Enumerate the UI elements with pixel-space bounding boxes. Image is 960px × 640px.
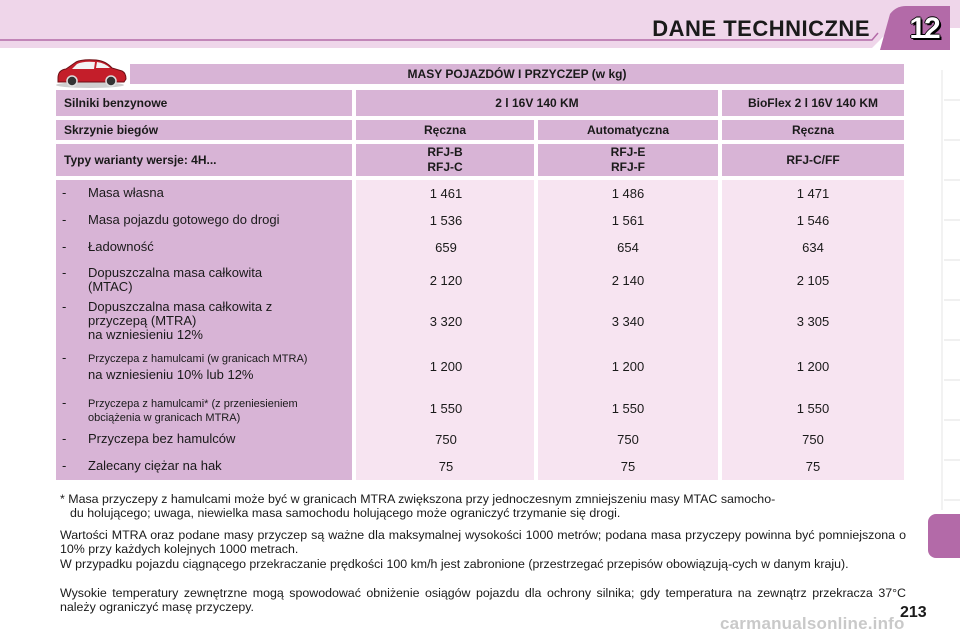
table-cell: 1 550 — [796, 401, 830, 416]
row-label-line: na wzniesieniu 12% — [88, 327, 203, 342]
table-cell: 1 550 — [611, 401, 645, 416]
table-cell: 75 — [438, 459, 454, 474]
variant-col3-text: RFJ-C/FF — [786, 153, 840, 167]
table-cell: 1 536 — [429, 213, 463, 228]
variant-col1-line2: RFJ-C — [427, 160, 463, 174]
chapter-number: 12 — [909, 12, 939, 45]
footnote — [60, 492, 906, 520]
paragraph-mtra-altitude: Wartości MTRA oraz podane masy przyczep są ważne dla maksymalnej wysokości 1000 metrów; podana masa przyczepy powinna być pomniejszona o 10% przy każdych kolejnych 1000 metrach. — [60, 528, 906, 556]
footnote-line1: * Masa przyczepy z hamulcami może być w granicach MTRA zwiększona przy jednoczesnym zmniejszeniu masy MTAC samocho- — [60, 492, 776, 506]
table-cell: 654 — [617, 240, 639, 255]
table-cell: 1 546 — [796, 213, 830, 228]
side-tab-guides — [928, 70, 960, 510]
page-number: 213 — [900, 604, 927, 621]
paragraph-temperature: Wysokie temperatury zewnętrzne mogą spowodować obniżenie osiągów pojazdu dla ochrony silnika; gdy temperatura na zewnątrz przekracza 37°C należy ograniczyć masę przyczepy. — [60, 586, 906, 614]
row-label-line: na wzniesieniu 10% lub 12% — [88, 367, 254, 382]
table-cell: 75 — [620, 459, 636, 474]
row-label-text: Masa pojazdu gotowego do drogi — [88, 212, 280, 227]
variant-row-label-text: Typy warianty wersje: 4H... — [64, 153, 217, 167]
table-cell: 1 471 — [796, 186, 830, 201]
gearbox-col3 — [722, 120, 904, 140]
gearbox-col3-text: Ręczna — [791, 123, 835, 137]
variant-col2 — [538, 144, 718, 176]
row-label-line: obciążenia w granicach MTRA) — [88, 412, 241, 424]
row-dash: - — [62, 431, 67, 446]
row-label-line: Przyczepa z hamulcami (w granicach MTRA) — [88, 353, 308, 365]
row-label-line: przyczepą (MTRA) — [88, 313, 197, 328]
chapter-tab[interactable] — [928, 514, 960, 558]
engine-a-header — [356, 90, 718, 116]
row-label-text — [88, 266, 358, 294]
row-label-text: Przyczepa bez hamulców — [88, 431, 236, 446]
engine-b-header — [722, 90, 904, 116]
table-cell: 750 — [802, 432, 824, 447]
gearbox-col2-text: Automatyczna — [586, 123, 669, 137]
engine-row-label — [56, 90, 352, 116]
page-title: DANE TECHNICZNE — [652, 16, 870, 41]
row-label-line: Przyczepa z hamulcami* (z przeniesieniem — [88, 398, 298, 410]
engine-a-text: 2 l 16V 140 KM — [495, 96, 579, 110]
row-label-line: (MTAC) — [88, 279, 133, 294]
row-dash: - — [62, 350, 67, 365]
row-label-text: Zalecany ciężar na hak — [88, 458, 222, 473]
table-cell: 75 — [805, 459, 821, 474]
table-cell: 1 550 — [429, 401, 463, 416]
table-cell: 1 561 — [611, 213, 645, 228]
gearbox-row-label-text: Skrzynie biegów — [64, 123, 159, 137]
table-cell: 2 140 — [611, 273, 645, 288]
row-dash: - — [62, 299, 67, 314]
watermark: carmanualsonline.info — [720, 614, 905, 633]
row-label-text — [88, 351, 358, 385]
variant-col1-line1: RFJ-B — [427, 145, 463, 159]
variant-col3 — [722, 144, 904, 176]
table-cell: 1 200 — [796, 359, 830, 374]
row-dash: - — [62, 458, 67, 473]
car-icon — [52, 58, 128, 88]
row-dash: - — [62, 395, 67, 410]
table-cell: 1 200 — [429, 359, 463, 374]
table-cell: 1 486 — [611, 186, 645, 201]
row-label-text: Ładowność — [88, 239, 154, 254]
row-dash: - — [62, 265, 67, 280]
table-cell: 3 320 — [429, 314, 463, 329]
table-title: MASY POJAZDÓW I PRZYCZEP (w kg) — [130, 64, 904, 84]
table-cell: 750 — [435, 432, 457, 447]
table-cell: 3 340 — [611, 314, 645, 329]
variant-col2-line2: RFJ-F — [611, 160, 645, 174]
engine-b-text: BioFlex 2 l 16V 140 KM — [747, 96, 879, 110]
row-dash: - — [62, 212, 67, 227]
table-cell: 3 305 — [796, 314, 830, 329]
table-cell: 2 105 — [796, 273, 830, 288]
table-cell: 2 120 — [429, 273, 463, 288]
table-cell: 634 — [802, 240, 824, 255]
engine-row-label-text: Silniki benzynowe — [64, 96, 168, 110]
gearbox-row-label — [56, 120, 352, 140]
row-label-line: Dopuszczalna masa całkowita — [88, 265, 263, 280]
footnote-line2: du holującego; uwaga, niewielka masa samochodu holującego może ograniczyć trzymanie się drogi. — [70, 506, 621, 520]
table-cell: 659 — [435, 240, 457, 255]
gearbox-col1-text: Ręczna — [423, 123, 467, 137]
row-label-text — [88, 396, 358, 424]
row-dash: - — [62, 239, 67, 254]
row-label-text — [88, 300, 358, 342]
row-dash: - — [62, 185, 67, 200]
table-cell: 750 — [617, 432, 639, 447]
variant-col1 — [356, 144, 534, 176]
gearbox-col2 — [538, 120, 718, 140]
variant-col2-line1: RFJ-E — [610, 145, 646, 159]
table-cell: 1 461 — [429, 186, 463, 201]
table-cell: 1 200 — [611, 359, 645, 374]
gearbox-col1 — [356, 120, 534, 140]
row-label-line: Dopuszczalna masa całkowita z — [88, 299, 273, 314]
variant-row-label — [56, 144, 352, 176]
row-label-text: Masa własna — [88, 185, 164, 200]
paragraph-speed-limit: W przypadku pojazdu ciągnącego przekraczanie prędkości 100 km/h jest zabronione (przestrzegać przepisów obowiązują-cych w danym kraju). — [60, 557, 849, 571]
